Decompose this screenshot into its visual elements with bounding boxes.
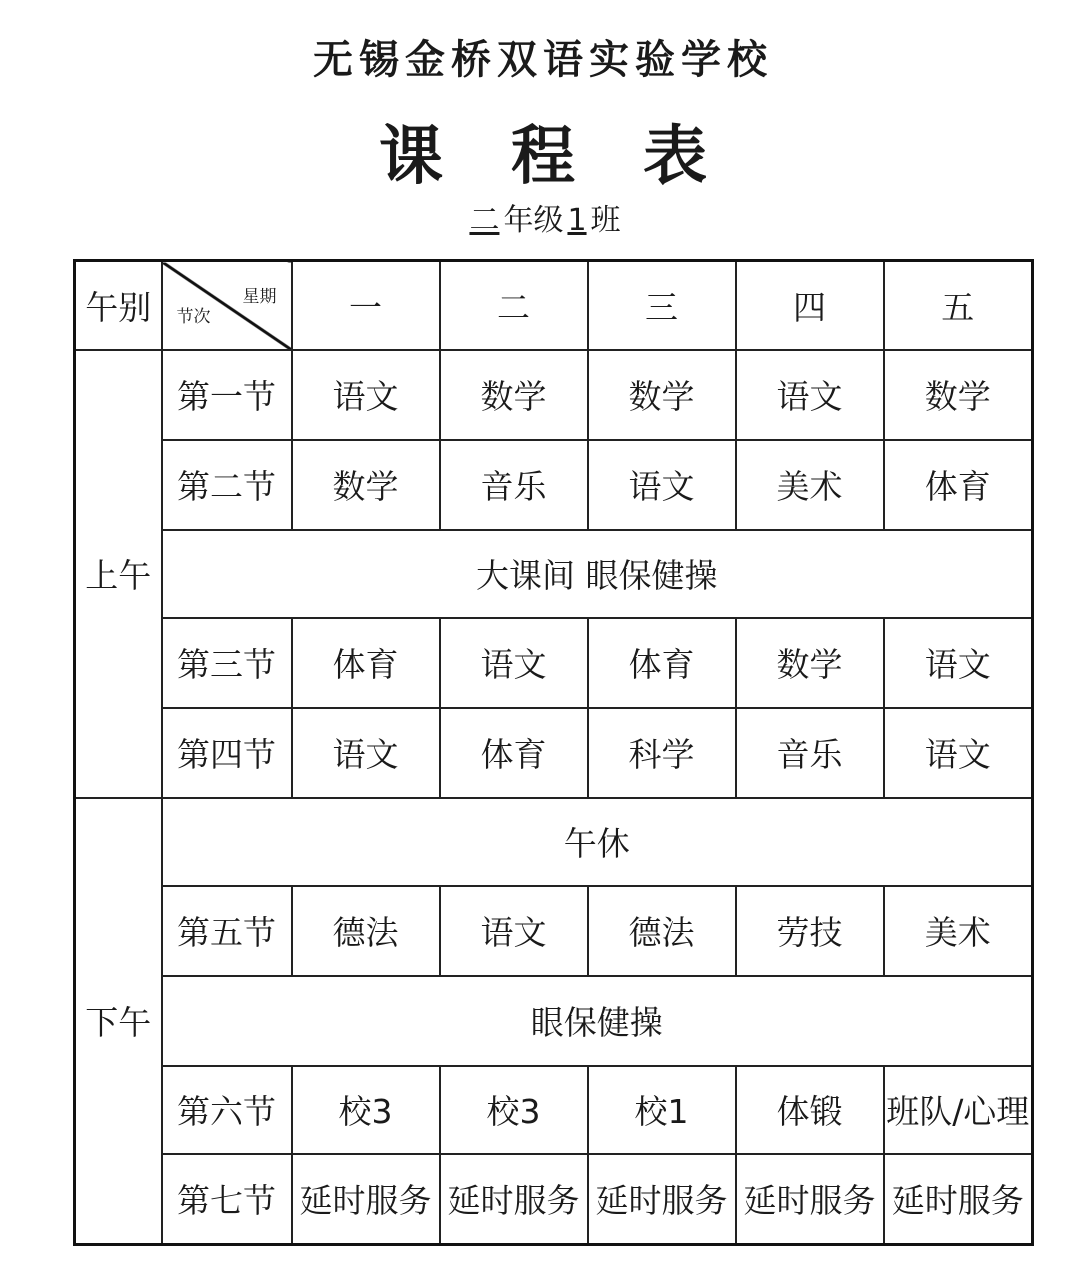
subject-cell: 美术 — [736, 440, 884, 530]
subject-cell: 音乐 — [440, 440, 588, 530]
subject-cell: 德法 — [588, 886, 736, 976]
subject-cell: 语文 — [884, 618, 1033, 708]
schedule-table — [73, 259, 1034, 1246]
day-header: 二 — [440, 261, 588, 350]
session-afternoon: 下午 — [75, 798, 162, 1245]
subject-cell: 校3 — [292, 1066, 440, 1154]
break-row — [75, 530, 1033, 618]
subject-cell: 班队/心理 — [884, 1066, 1033, 1154]
period-label: 第二节 — [162, 440, 292, 530]
subject-cell: 数学 — [588, 350, 736, 440]
subject-cell: 德法 — [292, 886, 440, 976]
subject-cell: 数学 — [440, 350, 588, 440]
class-line — [0, 195, 1086, 239]
break-row — [75, 798, 1033, 886]
session-morning: 上午 — [75, 350, 162, 798]
subject-cell: 体锻 — [736, 1066, 884, 1154]
subject-cell: 语文 — [440, 618, 588, 708]
table-row — [75, 886, 1033, 976]
afternoon-break: 眼保健操 — [162, 976, 1033, 1066]
subject-cell: 语文 — [292, 350, 440, 440]
table-row — [75, 350, 1033, 440]
subject-cell: 音乐 — [736, 708, 884, 798]
diag-weekday-label: 星期 — [242, 287, 277, 307]
morning-break: 大课间 眼保健操 — [162, 530, 1033, 618]
period-header: 午别 — [75, 261, 162, 350]
page-title: 课程表 — [379, 119, 775, 194]
class-number: 1 — [567, 203, 587, 238]
subject-cell: 体育 — [588, 618, 736, 708]
day-header: 五 — [884, 261, 1033, 350]
grade-value: 二 — [469, 203, 500, 238]
table-row — [75, 618, 1033, 708]
subject-cell: 体育 — [884, 440, 1033, 530]
day-header: 一 — [292, 261, 440, 350]
subject-cell: 语文 — [292, 708, 440, 798]
school-name: 无锡金桥双语实验学校 — [313, 36, 773, 83]
subject-cell: 劳技 — [736, 886, 884, 976]
day-header: 三 — [588, 261, 736, 350]
noon-break: 午休 — [162, 798, 1033, 886]
period-label: 第三节 — [162, 618, 292, 708]
period-label: 第六节 — [162, 1066, 292, 1154]
subject-cell: 语文 — [440, 886, 588, 976]
subject-cell: 数学 — [884, 350, 1033, 440]
subject-cell: 校1 — [588, 1066, 736, 1154]
table-row — [75, 1154, 1033, 1245]
subject-cell: 校3 — [440, 1066, 588, 1154]
table-row — [75, 1066, 1033, 1154]
subject-cell: 数学 — [736, 618, 884, 708]
diag-period-label: 节次 — [176, 306, 211, 327]
table-row — [75, 440, 1033, 530]
subject-cell: 延时服务 — [588, 1154, 736, 1245]
subject-cell: 语文 — [884, 708, 1033, 798]
period-label: 第四节 — [162, 708, 292, 798]
subject-cell: 科学 — [588, 708, 736, 798]
period-label: 第五节 — [162, 886, 292, 976]
subject-cell: 语文 — [588, 440, 736, 530]
subject-cell: 延时服务 — [440, 1154, 588, 1245]
subject-cell: 语文 — [736, 350, 884, 440]
break-row — [75, 976, 1033, 1066]
grade-suffix: 年级 — [503, 203, 564, 238]
diagonal-header-cell — [162, 261, 292, 350]
day-header: 四 — [736, 261, 884, 350]
subject-cell: 延时服务 — [736, 1154, 884, 1245]
subject-cell: 延时服务 — [292, 1154, 440, 1245]
table-row — [75, 708, 1033, 798]
subject-cell: 美术 — [884, 886, 1033, 976]
period-label: 第一节 — [162, 350, 292, 440]
header-row — [75, 261, 1033, 350]
class-suffix: 班 — [590, 203, 621, 238]
subject-cell: 数学 — [292, 440, 440, 530]
subject-cell: 体育 — [292, 618, 440, 708]
period-label: 第七节 — [162, 1154, 292, 1245]
subject-cell: 体育 — [440, 708, 588, 798]
subject-cell: 延时服务 — [884, 1154, 1033, 1245]
